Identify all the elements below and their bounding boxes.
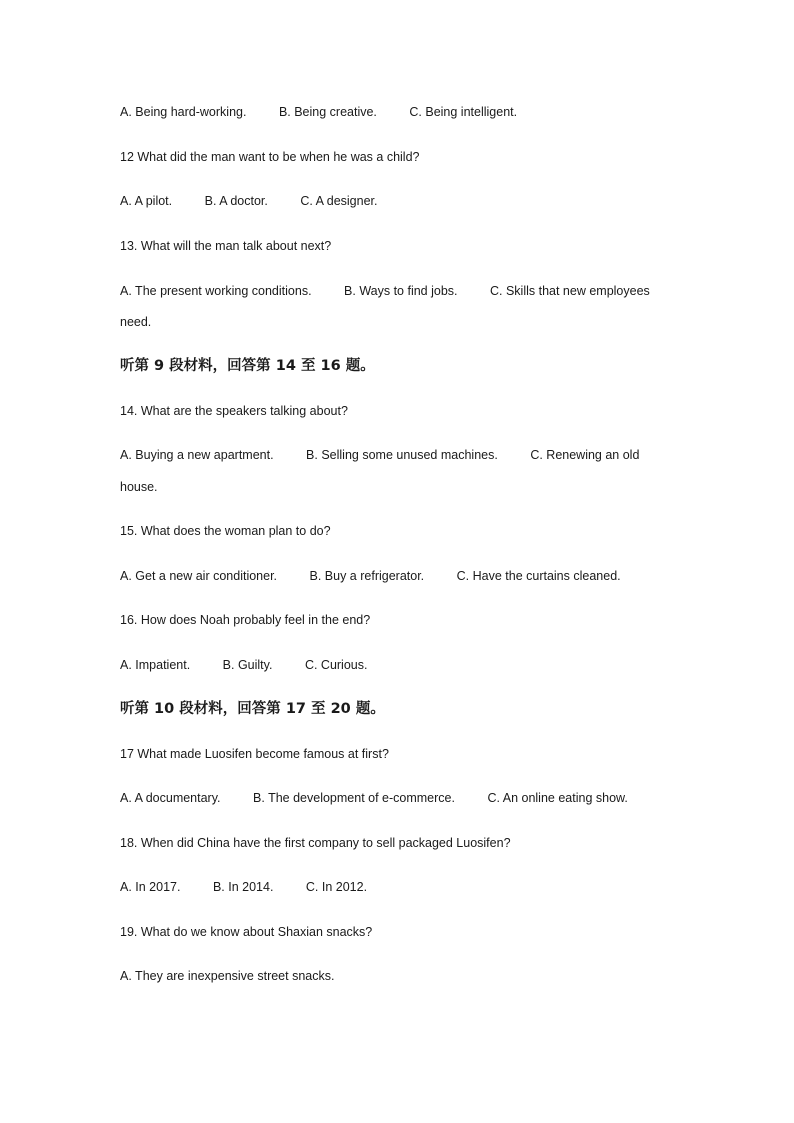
q12-option-c: C. A designer. — [300, 194, 378, 208]
q14-question: 14. What are the speakers talking about? — [120, 404, 348, 418]
q14-option-c: C. Renewing an old — [530, 448, 640, 462]
q17-question: 17 What made Luosifen become famous at first? — [120, 747, 389, 761]
q11-options — [120, 104, 517, 120]
q11-option-c: C. Being intelligent. — [409, 105, 518, 119]
q16-options — [120, 657, 367, 673]
q12-option-a: A. A pilot. — [120, 194, 173, 208]
q15-option-c: C. Have the curtains cleaned. — [456, 569, 621, 583]
q18-question: 18. When did China have the first company to sell packaged Luosifen? — [120, 836, 511, 850]
q18-option-c: C. In 2012. — [305, 880, 368, 894]
q14-option-c-continuation: house. — [120, 480, 158, 494]
q18-options — [120, 879, 367, 895]
q14-option-b: B. Selling some unused machines. — [306, 448, 498, 462]
q13-option-c: C. Skills that new employees — [490, 284, 650, 298]
q16-option-c: C. Curious. — [304, 658, 368, 672]
q14-options — [120, 447, 639, 463]
q12-options — [120, 193, 377, 209]
q17-option-c: C. An online eating show. — [487, 791, 628, 805]
q19-question: 19. What do we know about Shaxian snacks? — [120, 925, 373, 939]
q16-question: 16. How does Noah probably feel in the end? — [120, 613, 371, 627]
q17-options — [120, 790, 628, 806]
q12-question: 12 What did the man want to be when he was a child? — [120, 150, 420, 164]
q13-option-b: B. Ways to find jobs. — [344, 284, 458, 298]
q13-question: 13. What will the man talk about next? — [120, 239, 332, 253]
q17-option-a: A. A documentary. — [120, 791, 221, 805]
q13-options — [120, 283, 650, 299]
q16-option-a: A. Impatient. — [120, 658, 191, 672]
q15-question: 15. What does the woman plan to do? — [120, 524, 331, 538]
q14-option-a: A. Buying a new apartment. — [120, 448, 274, 462]
q15-option-a: A. Get a new air conditioner. — [120, 569, 278, 583]
q11-option-b: B. Being creative. — [278, 105, 377, 119]
q12-option-b: B. A doctor. — [204, 194, 268, 208]
q18-option-a: A. In 2017. — [120, 880, 181, 894]
q19-option-a: A. They are inexpensive street snacks. — [120, 969, 335, 983]
section-10-heading: 听第 10 段材料，回答第 17 至 20 题。 — [120, 701, 385, 717]
q13-option-c-continuation: need. — [120, 315, 152, 329]
section-9-heading: 听第 9 段材料，回答第 14 至 16 题。 — [120, 358, 375, 374]
q17-option-b: B. The development of e-commerce. — [253, 791, 455, 805]
q11-option-a: A. Being hard-working. — [120, 105, 247, 119]
q16-option-b: B. Guilty. — [222, 658, 273, 672]
q13-option-a: A. The present working conditions. — [120, 284, 312, 298]
q15-options — [120, 568, 621, 584]
q15-option-b: B. Buy a refrigerator. — [309, 569, 425, 583]
q18-option-b: B. In 2014. — [212, 880, 274, 894]
